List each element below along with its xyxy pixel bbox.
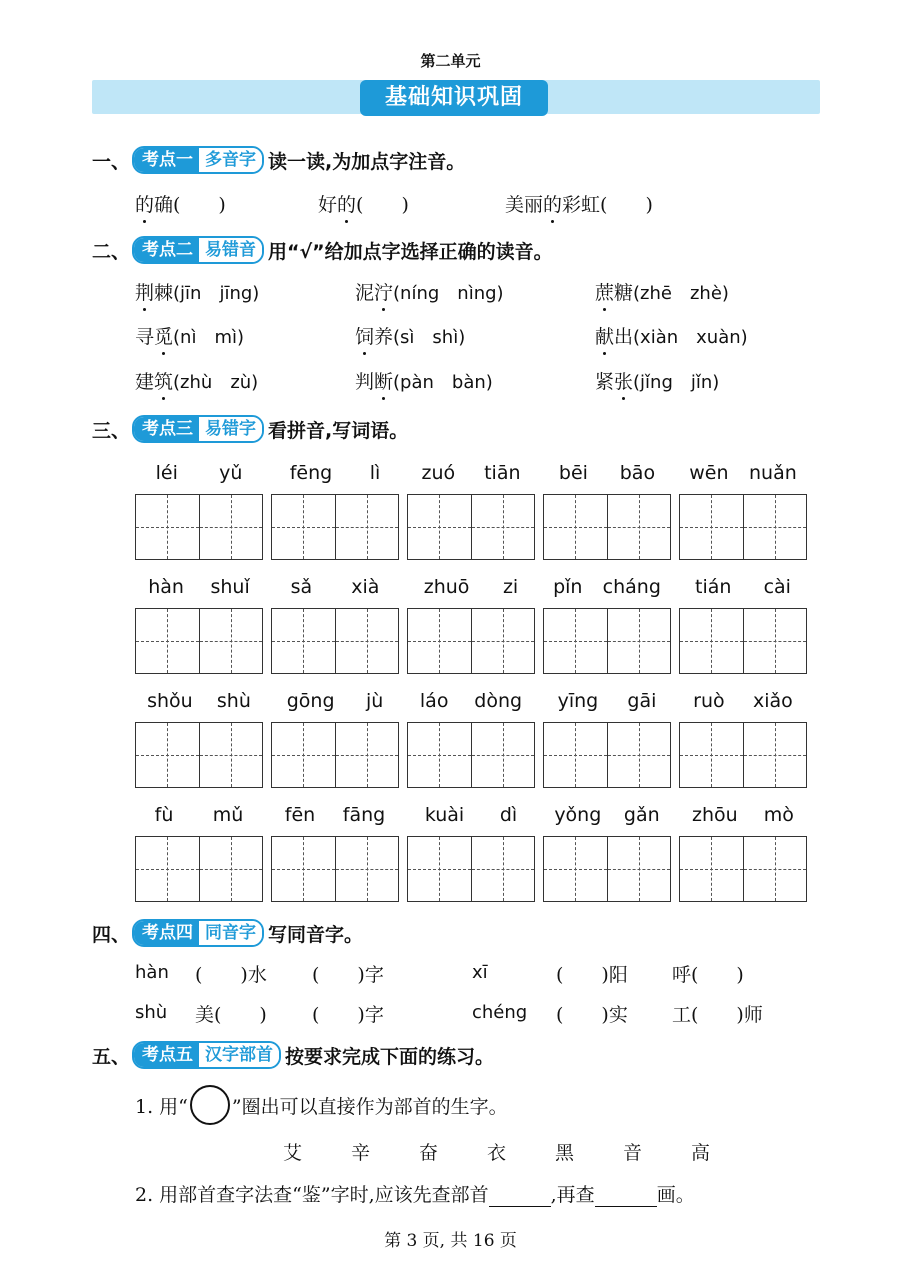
pinyin-syllable: fù: [154, 804, 174, 826]
pinyin-syllable: shù: [216, 690, 251, 712]
badge-key: 考点一: [134, 148, 199, 172]
pinyin-row: [679, 690, 807, 714]
writing-cell[interactable]: [336, 495, 399, 559]
writing-cell[interactable]: [744, 495, 807, 559]
s5-question-2: 2. 用部首查字法查“鉴”字时,应该先查部首 ,再查 画。: [135, 1184, 695, 1206]
pinyin-row: [271, 804, 399, 828]
writing-cell[interactable]: [200, 495, 263, 559]
unit-title: 第二单元: [420, 52, 481, 70]
section-number: 五、: [92, 1045, 131, 1068]
writing-cell[interactable]: [408, 495, 472, 559]
pinyin-syllable: mò: [763, 804, 794, 826]
badge-key: 考点二: [134, 238, 199, 262]
word-box: [407, 690, 535, 788]
pinyin-row: [679, 462, 807, 486]
pinyin-row: [543, 804, 671, 828]
pinyin-syllable: bēi: [558, 462, 588, 484]
s2-item: 建筑(zhù zù): [135, 367, 258, 394]
pinyin-row: [271, 576, 399, 600]
s2-item: 献出(xiàn xuàn): [595, 322, 748, 349]
word-box: [135, 462, 263, 560]
pinyin-row: [407, 462, 535, 486]
word-box: [271, 576, 399, 674]
question-text: 读一读,为加点字注音。: [268, 150, 466, 173]
writing-cell[interactable]: [744, 723, 807, 787]
candidate-char[interactable]: 奋: [419, 1142, 439, 1164]
page-footer: 第 3 页, 共 16 页: [384, 1231, 517, 1251]
word-box: [135, 576, 263, 674]
section-4-header: [92, 918, 363, 948]
pinyin-syllable: yǔ: [219, 462, 243, 484]
writing-cell[interactable]: [336, 837, 399, 901]
word-box: [679, 576, 807, 674]
pinyin-row: [679, 576, 807, 600]
section-number: 一、: [92, 150, 131, 173]
s4-blank[interactable]: 呼( ): [672, 964, 744, 986]
writing-cell[interactable]: [200, 723, 263, 787]
word-box: [407, 462, 535, 560]
s4-blank[interactable]: ( )阳: [556, 964, 628, 986]
word-box: [679, 462, 807, 560]
pinyin-syllable: ruò: [693, 690, 725, 712]
badge-topic: 汉字部首: [199, 1043, 279, 1067]
pinyin-row: [135, 804, 263, 828]
s2-item: 紧张(jǐng jǐn): [595, 367, 719, 394]
pinyin-row: [407, 804, 535, 828]
word-box: [543, 462, 671, 560]
writing-cell[interactable]: [472, 609, 535, 673]
s4-blank[interactable]: ( )字: [312, 964, 384, 986]
s4-blank[interactable]: ( )水: [195, 964, 267, 986]
word-box: [271, 690, 399, 788]
pinyin-syllable: zhōu: [692, 804, 738, 826]
pinyin-row: [271, 462, 399, 486]
pinyin-syllable: sǎ: [290, 576, 313, 598]
pinyin-row: [135, 690, 263, 714]
topic-badge: [132, 1041, 281, 1069]
pinyin-syllable: cài: [763, 576, 791, 598]
pinyin-syllable: tiān: [484, 462, 521, 484]
section-2-header: [92, 235, 553, 265]
candidate-char[interactable]: 音: [623, 1142, 643, 1164]
writing-cell[interactable]: [608, 723, 671, 787]
candidate-char[interactable]: 黑: [555, 1142, 575, 1164]
pinyin-syllable: nuǎn: [748, 462, 797, 484]
s2-item: 判断(pàn bàn): [355, 367, 493, 394]
s2-item: 蔗糖(zhē zhè): [595, 278, 729, 305]
s4-blank[interactable]: 工( )师: [672, 1004, 763, 1026]
candidate-char[interactable]: 衣: [487, 1142, 507, 1164]
s4-pinyin: shù: [135, 1002, 168, 1023]
word-box: [679, 804, 807, 902]
writing-cell[interactable]: [136, 495, 200, 559]
writing-cell[interactable]: [680, 723, 744, 787]
pinyin-syllable: pǐn: [553, 576, 583, 598]
s1-item-2: 好的( ): [318, 190, 409, 217]
s4-pinyin: xī: [472, 962, 488, 983]
pinyin-syllable: yǒng: [554, 804, 602, 826]
s1-item-1: 的确( ): [135, 190, 226, 217]
writing-cell[interactable]: [544, 609, 608, 673]
pinyin-syllable: shǒu: [147, 690, 193, 712]
badge-key: 考点四: [134, 921, 199, 945]
pinyin-syllable: tián: [695, 576, 732, 598]
writing-cell[interactable]: [336, 723, 399, 787]
pinyin-syllable: lì: [369, 462, 381, 484]
writing-cell[interactable]: [408, 723, 472, 787]
section-5-header: [92, 1040, 494, 1070]
s2-item: 寻觅(nì mì): [135, 322, 244, 349]
pinyin-syllable: fāng: [342, 804, 386, 826]
writing-cell[interactable]: [336, 609, 399, 673]
writing-cell[interactable]: [408, 837, 472, 901]
s4-pinyin: hàn: [135, 962, 169, 983]
answer-blank[interactable]: [489, 1188, 551, 1207]
s5-question-1: 1. 用“ ”圈出可以直接作为部首的生字。: [135, 1085, 508, 1125]
word-box: [407, 576, 535, 674]
pinyin-row: [271, 690, 399, 714]
topic-badge: [132, 415, 264, 443]
word-box: [135, 804, 263, 902]
section-number: 二、: [92, 240, 131, 263]
s2-item: 泥泞(níng nìng): [355, 278, 504, 305]
pinyin-syllable: gōng: [286, 690, 335, 712]
badge-key: 考点三: [134, 417, 199, 441]
badge-topic: 多音字: [199, 148, 262, 172]
pinyin-syllable: léi: [155, 462, 178, 484]
pinyin-row: [135, 576, 263, 600]
writing-cell[interactable]: [744, 837, 807, 901]
pinyin-row: [135, 462, 263, 486]
s4-blank[interactable]: ( )实: [556, 1004, 628, 1026]
word-box: [271, 462, 399, 560]
badge-topic: 同音字: [199, 921, 262, 945]
writing-cell[interactable]: [408, 609, 472, 673]
badge-topic: 易错音: [199, 238, 262, 262]
writing-cell[interactable]: [472, 837, 535, 901]
pinyin-row: [543, 576, 671, 600]
pinyin-syllable: gǎn: [623, 804, 660, 826]
writing-cell[interactable]: [472, 495, 535, 559]
badge-topic: 易错字: [199, 417, 262, 441]
writing-cell[interactable]: [544, 723, 608, 787]
question-text: 用“√”给加点字选择正确的读音。: [268, 240, 553, 263]
writing-cell[interactable]: [136, 609, 200, 673]
pinyin-syllable: cháng: [602, 576, 661, 598]
pinyin-syllable: xiǎo: [753, 690, 793, 712]
writing-cell[interactable]: [136, 723, 200, 787]
candidate-char[interactable]: 辛: [351, 1142, 371, 1164]
s2-item: 饲养(sì shì): [355, 322, 465, 349]
word-box: [679, 690, 807, 788]
writing-cell[interactable]: [272, 609, 336, 673]
s1-item-3: 美丽的彩虹( ): [505, 190, 653, 217]
pinyin-syllable: zuó: [421, 462, 456, 484]
word-box: [543, 690, 671, 788]
word-box: [135, 690, 263, 788]
s2-item: 荆棘(jīn jīng): [135, 278, 259, 305]
s4-blank[interactable]: 美( ): [195, 1004, 267, 1026]
writing-cell[interactable]: [680, 609, 744, 673]
writing-cell[interactable]: [744, 609, 807, 673]
pinyin-syllable: jù: [365, 690, 384, 712]
badge-key: 考点五: [134, 1043, 199, 1067]
question-text: 写同音字。: [268, 923, 364, 946]
writing-cell[interactable]: [472, 723, 535, 787]
pinyin-syllable: xià: [351, 576, 380, 598]
writing-cell[interactable]: [272, 837, 336, 901]
pinyin-syllable: fēn: [284, 804, 316, 826]
word-box: [407, 804, 535, 902]
pinyin-row: [543, 462, 671, 486]
candidate-char[interactable]: 艾: [283, 1142, 303, 1164]
pinyin-syllable: gāi: [627, 690, 657, 712]
pinyin-syllable: wēn: [689, 462, 729, 484]
pinyin-syllable: bāo: [619, 462, 656, 484]
word-box: [543, 576, 671, 674]
word-box: [543, 804, 671, 902]
circle-icon: [190, 1085, 230, 1125]
pinyin-syllable: kuài: [424, 804, 465, 826]
pinyin-syllable: zhuō: [423, 576, 470, 598]
writing-cell[interactable]: [272, 495, 336, 559]
writing-cell[interactable]: [200, 837, 263, 901]
topic-badge: [132, 236, 264, 264]
pinyin-row: [407, 690, 535, 714]
pinyin-syllable: yīng: [557, 690, 599, 712]
word-box: [271, 804, 399, 902]
writing-cell[interactable]: [544, 837, 608, 901]
question-text: 按要求完成下面的练习。: [285, 1045, 495, 1068]
s4-blank[interactable]: ( )字: [312, 1004, 384, 1026]
pinyin-syllable: hàn: [148, 576, 184, 598]
topic-badge: [132, 146, 264, 174]
writing-cell[interactable]: [608, 837, 671, 901]
pinyin-row: [543, 690, 671, 714]
pinyin-syllable: láo: [419, 690, 449, 712]
writing-cell[interactable]: [272, 723, 336, 787]
pinyin-row: [679, 804, 807, 828]
question-text: 看拼音,写词语。: [268, 419, 409, 442]
writing-cell[interactable]: [544, 495, 608, 559]
pinyin-syllable: dòng: [474, 690, 523, 712]
pinyin-row: [407, 576, 535, 600]
writing-cell[interactable]: [136, 837, 200, 901]
section-3-header: [92, 414, 408, 444]
topic-badge: [132, 919, 264, 947]
pinyin-syllable: dì: [499, 804, 518, 826]
candidate-char[interactable]: 高: [691, 1142, 711, 1164]
section-number: 四、: [92, 923, 131, 946]
pinyin-syllable: mǔ: [212, 804, 244, 826]
pinyin-syllable: zi: [502, 576, 519, 598]
pinyin-syllable: shuǐ: [210, 576, 250, 598]
section-1-header: [92, 145, 465, 175]
writing-cell[interactable]: [200, 609, 263, 673]
writing-cell[interactable]: [608, 609, 671, 673]
writing-cell[interactable]: [608, 495, 671, 559]
section-number: 三、: [92, 419, 131, 442]
writing-cell[interactable]: [680, 495, 744, 559]
writing-cell[interactable]: [680, 837, 744, 901]
pinyin-syllable: fēng: [289, 462, 333, 484]
answer-blank[interactable]: [595, 1188, 657, 1207]
page-title: 基础知识巩固: [360, 80, 548, 116]
s4-pinyin: chéng: [472, 1002, 528, 1023]
